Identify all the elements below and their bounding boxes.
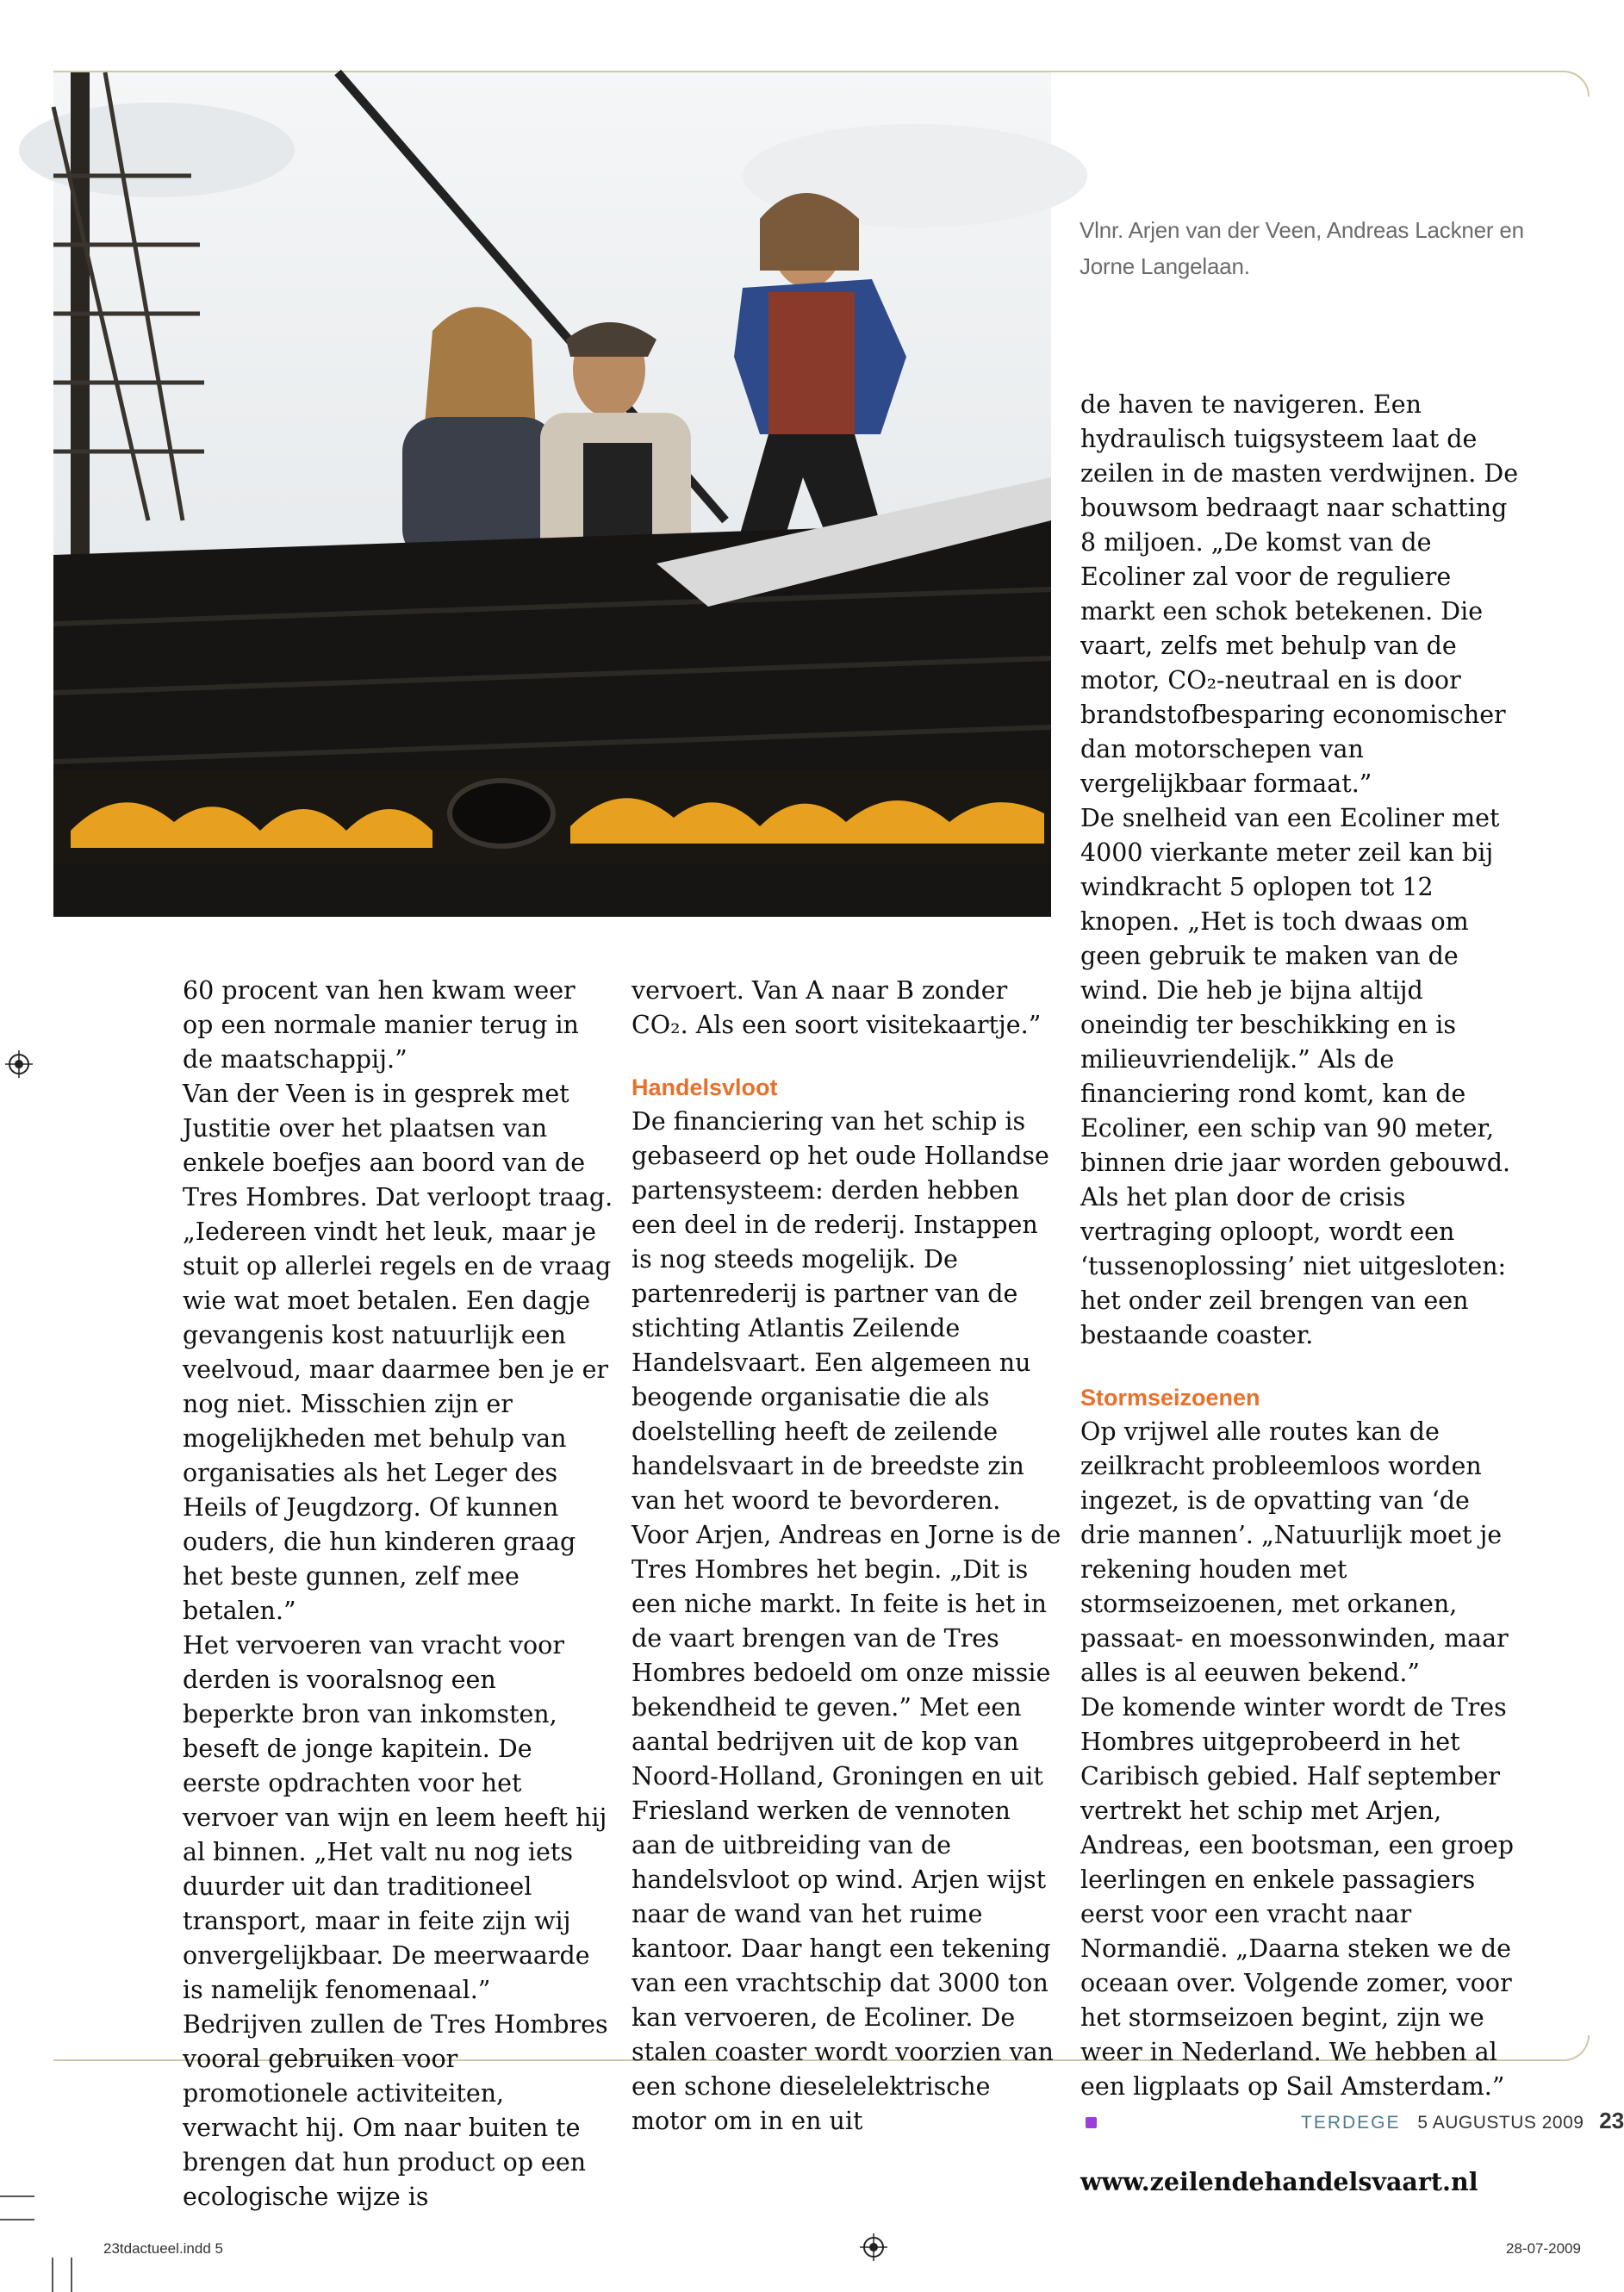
article-column-1: [183, 974, 613, 2214]
end-of-article-icon: [1086, 2117, 1097, 2128]
slug-filename: 23tdactueel.indd 5: [103, 2240, 223, 2257]
paragraph-text: De komende winter wordt de Tres Hombres uitgeprobeerd in het Caribisch gebied. Half september vertrekt het schip met Arjen, Andreas, een bootsman, een groep leerlingen en enkele passagiers eerst voor een vracht naar Normandië. „Daarna steken we de oceaan over. Volgende zomer, voor het stormseizoen begint, zijn we weer in Nederland. We hebben al een ligplaats op Sail Amsterdam.”: [1080, 1693, 1514, 2101]
ship-photo: [53, 72, 1051, 917]
page-number: 23: [1599, 2108, 1624, 2133]
slug-date: 28-07-2009: [1506, 2240, 1581, 2257]
paragraph: 60 procent van hen kwam weer op een normale manier terug in de maatschappij.”: [183, 976, 579, 1074]
paragraph: de haven te navigeren. Een hydraulisch tuigsysteem laat de zeilen in de masten verdwijnen. De bouwsom bedraagt naar schatting 8 miljoen. „De komst van de Ecoliner zal voor de reguliere markt een schok betekenen. Die vaart, zelfs met behulp van de motor, CO₂-neutraal en is door brandstofbesparing economischer dan motorschepen van vergelijkbaar formaat.”: [1080, 390, 1519, 798]
section-heading-stormseizoenen: Stormseizoenen: [1080, 1385, 1260, 1411]
magazine-name: TERDEGE: [1301, 2113, 1401, 2133]
paragraph: Het vervoeren van vracht voor derden is vooralsnog een beperkte bron van inkomsten, beseft de jonge kapitein. De eerste opdrachten voor het vervoer van wijn en leem heeft hij al binnen. „Het valt nu nog iets duurder uit dan traditioneel transport, maar in feite zijn wij onvergelijkbaar. De meerwaarde is namelijk fenomenaal.” Bedrijven zullen de Tres Hombres vooral gebruiken voor promotionele activiteiten, verwacht hij. Om naar buiten te brengen dat hun product op een ecologische wijze is: [183, 1631, 608, 2211]
paragraph: Van der Veen is in gesprek met Justitie over het plaatsen van enkele boefjes aan boord van de Tres Hombres. Dat verloopt traag. „Iedereen vindt het leuk, maar je stuit op allerlei regels en de vraag wie wat moet betalen. Een dagje gevangenis kost natuurlijk een veelvoud, maar daarmee ben je er nog niet. Misschien zijn er mogelijkheden met behulp van organisaties als het Leger des Heils of Jeugdzorg. Of kunnen ouders, die hun kinderen graag het beste gunnen, zelf mee betalen.”: [183, 1080, 613, 1625]
paragraph: Voor Arjen, Andreas en Jorne is de Tres Hombres het begin. „Dit is een niche markt. In feite is het in de vaart brengen van de Tres Hombres bedoeld om onze missie bekendheid te geven.” Met een aantal bedrijven uit de kop van Noord-Holland, Groningen en uit Friesland werken de vennoten aan de uitbreiding van de handelsvloot op wind. Arjen wijst naar de wand van het ruime kantoor. Daar hangt een tekening van een vrachtschip dat 3000 ton kan vervoeren, de Ecoliner. De stalen coaster wordt voorzien van een schone dieselelektrische motor om in en uit: [632, 1521, 1061, 2135]
section-heading-handelsvloot: Handelsvloot: [632, 1074, 778, 1100]
paragraph: [1080, 1691, 1520, 2139]
crop-mark: [0, 2219, 34, 2220]
article-column-2: [632, 974, 1062, 2139]
article-column-3: [1080, 388, 1520, 2199]
paragraph: De financiering van het schip is gebaseerd op het oude Hollandse partensysteem: derden hebben een deel in de rederij. Instappen is nog steeds mogelijk. De partenrederij is partner van de stichting Atlantis Zeilende Handelsvaart. Een algemeen nu beogende organisatie die als doelstelling heeft de zeilende handelsvaart in de breedste zin van het woord te bevorderen.: [632, 1107, 1049, 1515]
photo-caption: Vlnr. Arjen van der Veen, Andreas Lackner en Jorne Langelaan.: [1080, 217, 1524, 279]
paragraph: vervoert. Van A naar B zonder CO₂. Als een soort visitekaartje.”: [632, 976, 1042, 1039]
crop-mark: [0, 2195, 34, 2197]
registration-mark-icon: [5, 1050, 33, 1078]
crop-mark: [71, 2258, 72, 2292]
paragraph: Op vrijwel alle routes kan de zeilkracht probleemloos worden ingezet, is de opvatting van ‘de drie mannen’. „Natuurlijk moet je rekening houden met stormseizoenen, met orkanen, passaat- en moessonwinden, maar alles is al eeuwen bekend.”: [1080, 1417, 1509, 1687]
paragraph: De snelheid van een Ecoliner met 4000 vierkante meter zeil kan bij windkracht 5 oplopen tot 12 knopen. „Het is toch dwaas om geen gebruik te maken van de wind. Die heb je bijna altijd oneindig ter beschikking en is milieuvriendelijk.” Als de financiering rond komt, kan de Ecoliner, een schip van 90 meter, binnen drie jaar worden gebouwd. Als het plan door de crisis vertraging oploopt, wordt een ‘tussenoplossing’ niet uitgesloten: het onder zeil brengen van een bestaande coaster.: [1080, 804, 1511, 1349]
website-link[interactable]: www.zeilendehandelsvaart.nl: [1080, 2167, 1478, 2196]
folio: [1301, 2108, 1624, 2134]
crop-mark: [52, 2258, 53, 2292]
issue-date: 5 AUGUSTUS 2009: [1417, 2113, 1584, 2133]
registration-mark-icon: [860, 2233, 887, 2261]
